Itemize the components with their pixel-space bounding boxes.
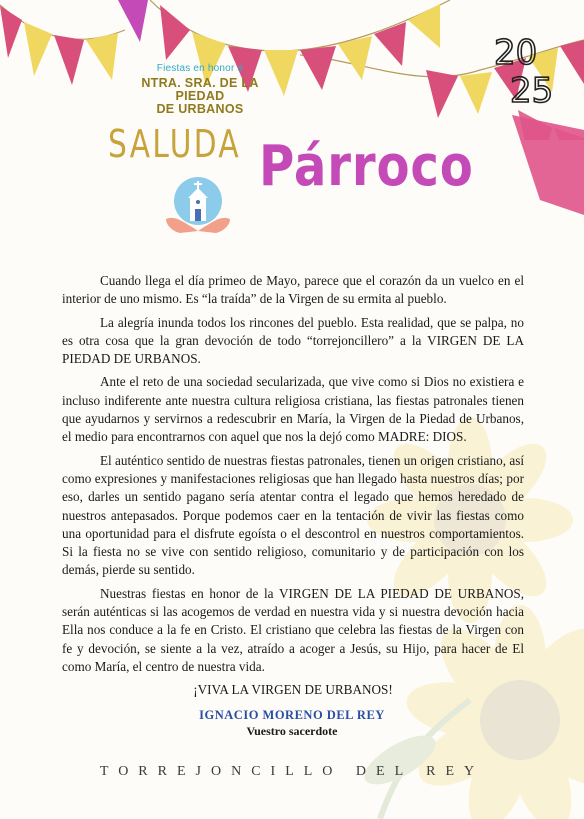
signature-name: IGNACIO MORENO DEL REY	[199, 708, 385, 722]
letter-body	[62, 272, 524, 705]
closing-exclamation: ¡VIVA LA VIRGEN DE URBANOS!	[193, 682, 393, 698]
paragraph-4: El auténtico sentido de nuestras fiestas patronales, tienen un origen cristiano, así como expresiones y manifestaciones religiosas que han llegado hasta nuestros días; por eso, darles un sentido pagano sería atentar contra el legado que hemos heredado de nuestros antepasados. Porque podemos caer en la tentación de vivir las fiestas como una oportunidad para el disfrute egoísta o el descontrol en nuestros comportamientos. Si la fiesta no se vive con sentido religioso, comunitario y de participación con los demás, pierde su sentido.	[62, 452, 524, 578]
year-bottom: 25	[510, 71, 554, 108]
fiestas-line-1: Fiestas en honor a	[156, 63, 244, 74]
footer-town: TORREJONCILLO DEL REY	[99, 764, 485, 779]
saluda-heading: SALUDA	[108, 122, 242, 166]
fiestas-title	[130, 64, 270, 116]
paragraph-2: La alegría inunda todos los rincones del pueblo. Esta realidad, que se palpa, no es otra cosa que la gran devoción de todo “torrejoncillero” a la VIRGEN DE LA PIEDAD DE URBANOS.	[62, 314, 524, 367]
church-icon	[162, 175, 234, 235]
paragraph-1: Cuando llega el día primeo de Mayo, parece que el corazón da un vuelco en el interior de uno mismo. Es “la traída” de la Virgen de su ermita al pueblo.	[62, 273, 524, 307]
year-mark	[492, 28, 562, 108]
parroco-heading: Párroco	[259, 134, 474, 199]
fiestas-line-3: DE URBANOS	[156, 101, 244, 116]
paragraph-5: Nuestras fiestas en honor de la VIRGEN DE LA PIEDAD DE URBANOS, serán auténticas si las acogemos de verdad en nuestra vida y si nuestra devoción hacia Ella nos conduce a la fe en Cristo. El cristiano que celebra las fiestas de la Virgen con fe y devoción, se siente a la vez, atraído a acoger a Jesús, su Hijo, para hacer de El como María, el centro de nuestra vida.	[62, 585, 524, 674]
year-top: 20	[494, 33, 538, 73]
paragraph-3: Ante el reto de una sociedad secularizada, que vive como si Dios no existiera e incluso indiferente ante nuestra cultura religiosa cristiana, las fiestas patronales tienen que ayudarnos y servirnos a redescubrir en María, la Virgen de la Piedad de Urbanos, el medio para encontrarnos con aquel que nos la dejó como MADRE: DIOS.	[62, 374, 524, 445]
fiestas-line-2: NTRA. SRA. DE LA PIEDAD	[141, 75, 259, 103]
signature-role: Vuestro sacerdote	[246, 724, 338, 738]
